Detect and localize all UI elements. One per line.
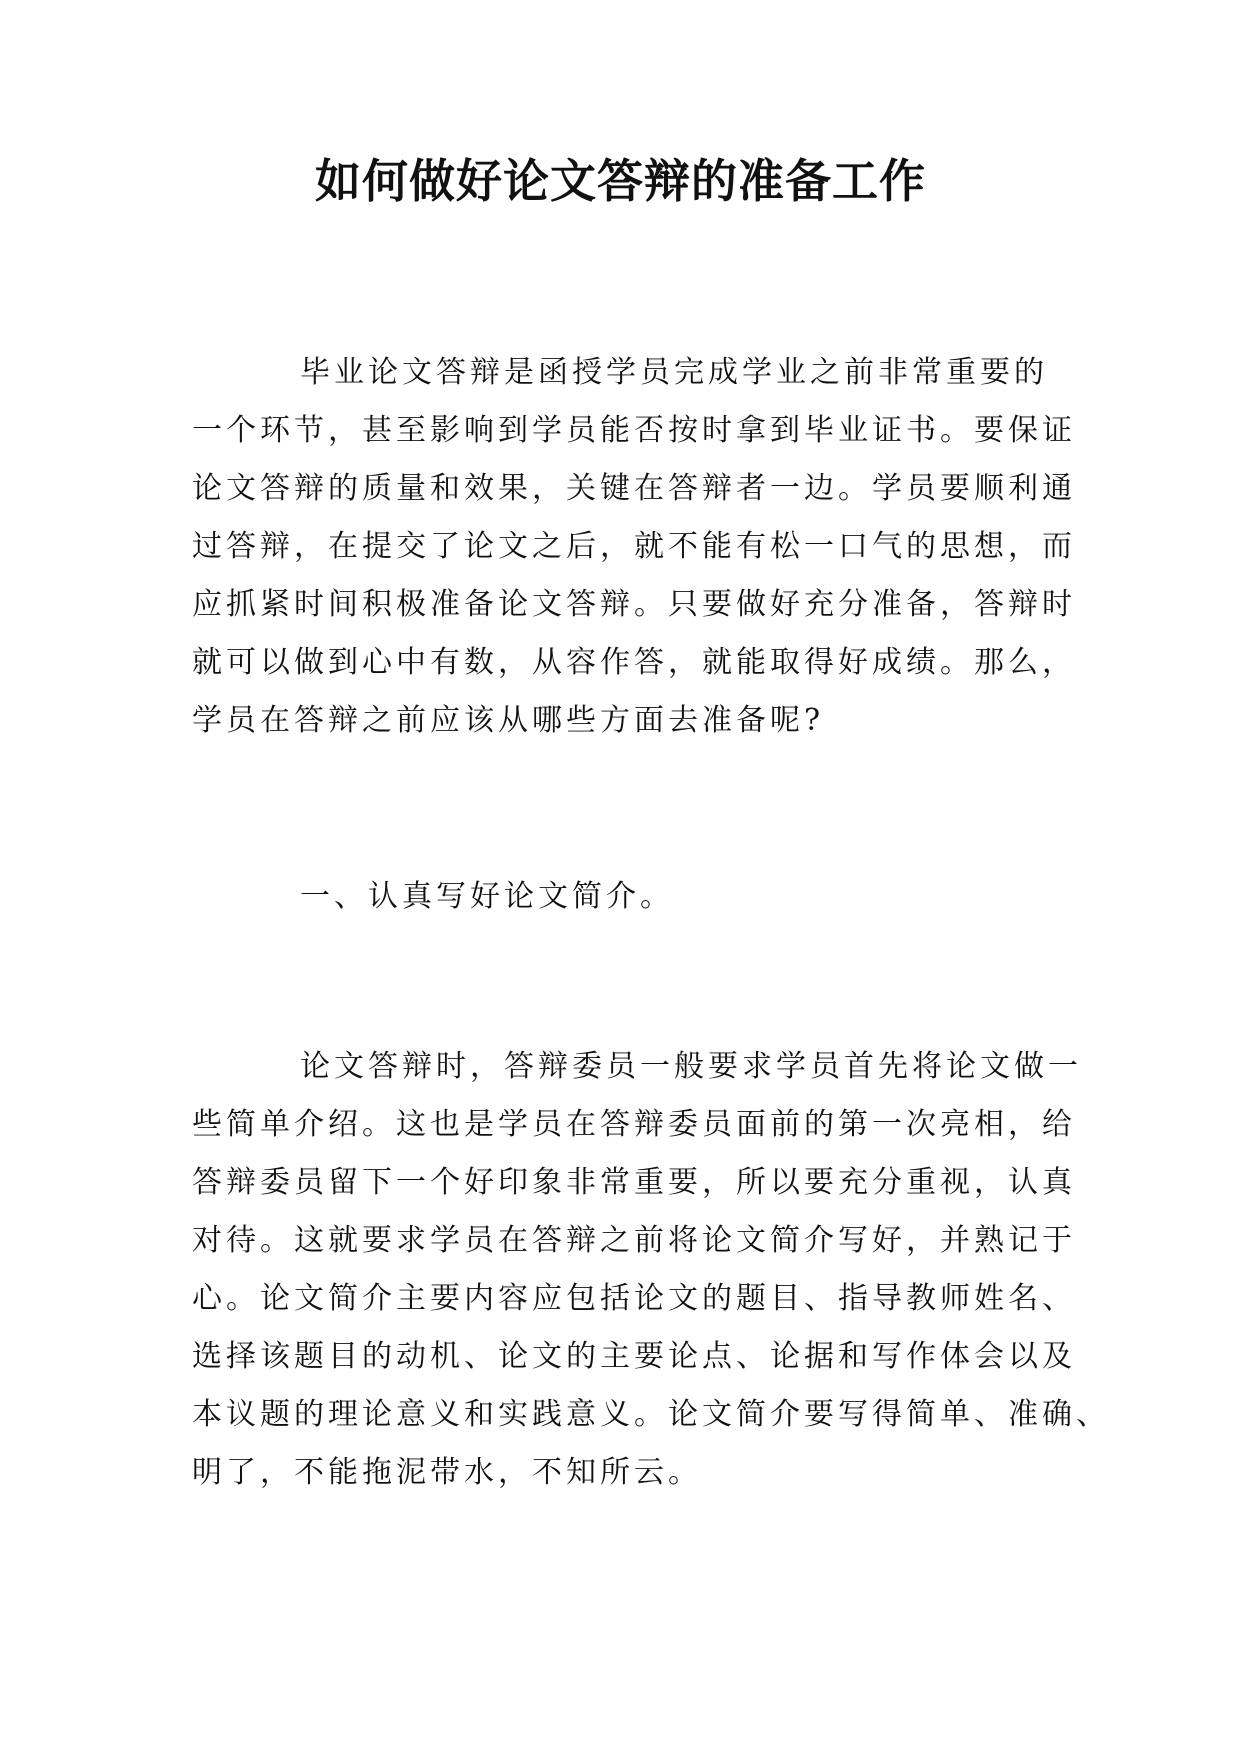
paragraph-line: 应抓紧时间积极准备论文答辩。只要做好充分准备，答辩时 [192,587,1076,622]
paragraph-line: 选择该题目的动机、论文的主要论点、论据和写作体会以及 [192,1339,1076,1374]
document-title: 如何做好论文答辩的准备工作 [315,154,926,208]
paragraph-line: 些简单介绍。这也是学员在答辩委员面前的第一次亮相，给 [192,1107,1076,1142]
paragraph-line: 心。论文简介主要内容应包括论文的题目、指导教师姓名、 [192,1281,1076,1316]
paragraph-line: 论文答辩时，答辩委员一般要求学员首先将论文做一 [300,1049,1082,1084]
paragraph-line: 答辩委员留下一个好印象非常重要，所以要充分重视，认真 [192,1165,1076,1200]
paragraph-line: 毕业论文答辩是函授学员完成学业之前非常重要的 [300,355,1048,390]
paragraph-line: 就可以做到心中有数，从容作答，就能取得好成绩。那么， [192,645,1076,680]
paragraph-line: 学员在答辩之前应该从哪些方面去准备呢? [192,703,825,738]
paragraph-line: 对待。这就要求学员在答辩之前将论文简介写好，并熟记于 [192,1223,1076,1258]
paragraph-line: 一个环节，甚至影响到学员能否按时拿到毕业证书。要保证 [192,413,1076,448]
paragraph-introduction-summary [192,1038,1110,1502]
paragraph-intro [192,344,1076,750]
paragraph-line: 过答辩，在提交了论文之后，就不能有松一口气的思想，而 [192,529,1076,564]
paragraph-line: 明了，不能拖泥带水，不知所云。 [192,1455,702,1490]
paragraph-line: 论文答辩的质量和效果，关键在答辩者一边。学员要顺利通 [192,471,1076,506]
paragraph-line: 本议题的理论意义和实践意义。论文简介要写得简单、准确、 [192,1397,1110,1432]
section-heading-text: 一、认真写好论文简介。 [300,879,674,914]
section-heading [192,868,1072,926]
